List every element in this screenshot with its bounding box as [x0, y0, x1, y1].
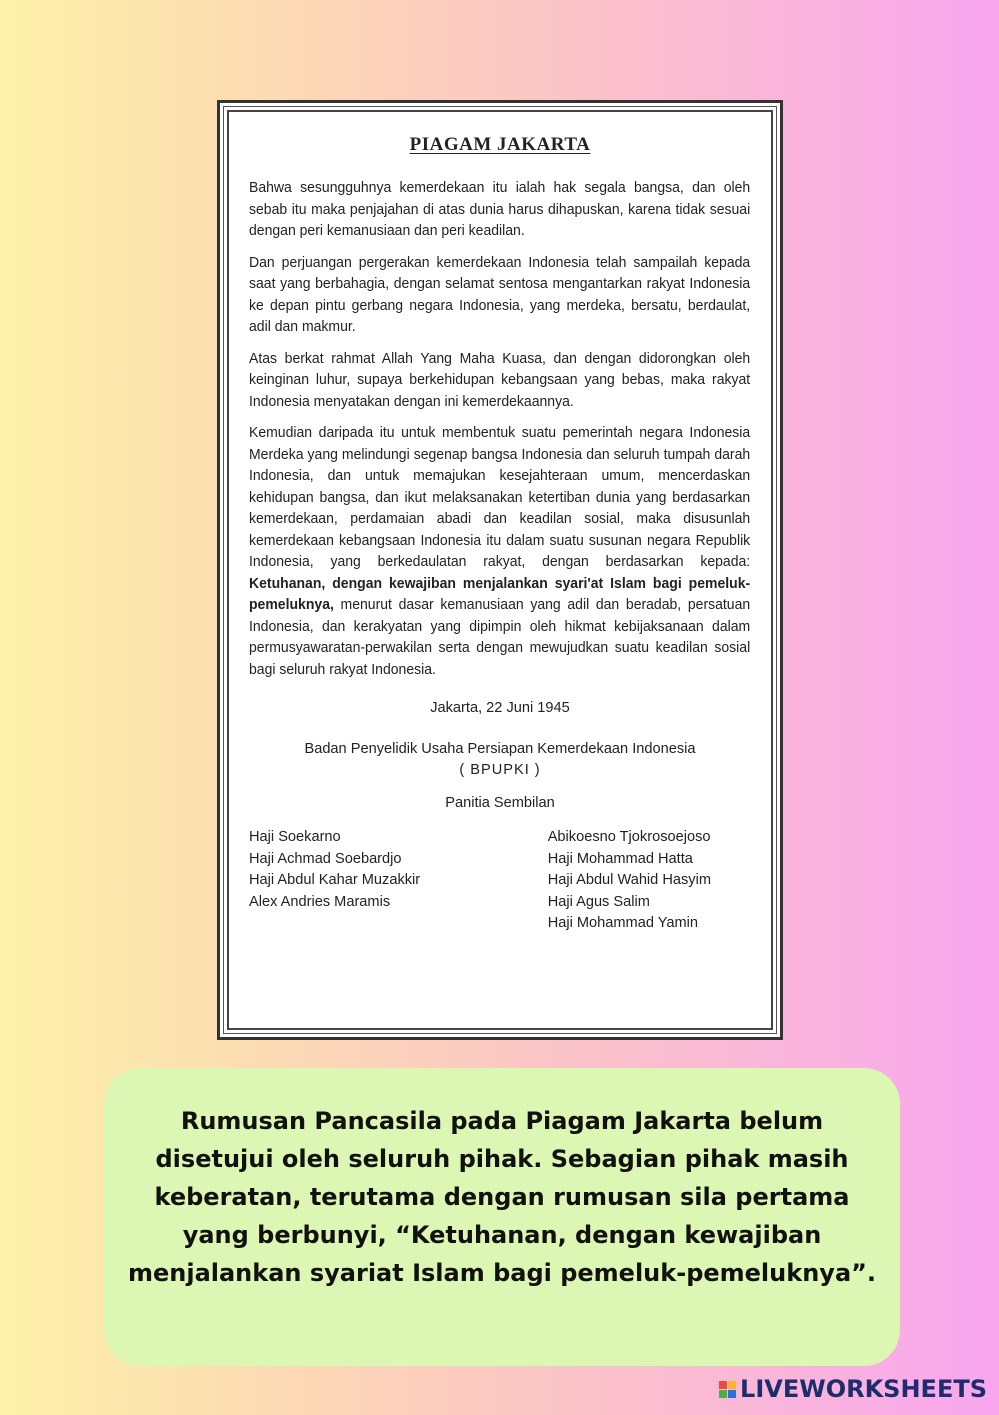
paragraph-4-start: Kemudian daripada itu untuk membentuk suatu pemerintah negara Indonesia Merdeka yang melindungi segenap bangsa Indonesia dan seluruh tumpah darah Indonesia, dan untuk memajukan kesejahteraan umum, mencerdaskan kehidupan bangsa, dan ikut melaksanakan ketertiban dunia yang berdasarkan kemerdekaan, perdamaian abadi dan keadilan sosial, maka disusunlah kemerdekaan kebangsaan Indonesia itu dalam suatu susunan negara Republik Indonesia, yang berkedaulatan rakyat, dengan berdasarkan kepada:	[249, 425, 751, 570]
organization-abbr: ( BPUPKI )	[459, 762, 541, 778]
paragraph-3: Atas berkat rahmat Allah Yang Maha Kuasa, dan dengan didorongkan oleh keinginan luhur, supaya berkehidupan kebangsaan yang bebas, maka rakyat Indonesia menyatakan dengan ini kemerdekaannya.	[249, 350, 751, 410]
piagam-jakarta-document	[217, 100, 783, 1040]
signers-left	[249, 827, 420, 935]
brand-name: LIVEWORKSHEETS	[740, 1375, 987, 1403]
place-date: Jakarta, 22 Juni 1945	[430, 700, 570, 716]
signers-right	[548, 827, 711, 935]
document-title: PIAGAM JAKARTA	[409, 134, 591, 155]
paragraph-4-bold: Ketuhanan, dengan kewajiban menjalankan syari'at Islam bagi pemeluk-pemeluknya,	[249, 575, 751, 613]
signer: Haji Mohammad Yamin	[547, 915, 699, 931]
callout-text: Rumusan Pancasila pada Piagam Jakarta belum disetujui oleh seluruh pihak. Sebagian pihak masih keberatan, terutama dengan rumusan sila pertama yang berbunyi, “Ketuhanan, dengan kewajiban menjalankan syariat Islam bagi pemeluk-pemeluknya”.	[127, 1107, 877, 1287]
liveworksheets-brand[interactable]	[719, 1375, 987, 1403]
signer: Haji Achmad Soebardjo	[249, 850, 402, 867]
paragraph-4-end: menurut dasar kemanusiaan yang adil dan beradab, persatuan Indonesia, dan kerakyatan yang dipimpin oleh hikmat kebijaksanaan dalam permusyawaratan-perwakilan serta dengan mewujudkan suatu keadilan sosial bagi seluruh rakyat Indonesia.	[249, 597, 751, 678]
callout-box	[104, 1068, 900, 1366]
signer: Haji Agus Salim	[547, 893, 650, 910]
signer: Haji Abdul Wahid Hasyim	[547, 872, 711, 888]
organization-name: Badan Penyelidik Usaha Persiapan Kemerdekaan Indonesia	[304, 741, 696, 757]
liveworksheets-logo-icon	[719, 1381, 736, 1398]
committee-name: Panitia Sembilan	[445, 795, 555, 811]
paragraph-2: Dan perjuangan pergerakan kemerdekaan Indonesia telah sampailah kepada saat yang berbahagia, dengan selamat sentosa mengantarkan rakyat Indonesia ke depan pintu gerbang negara Indonesia, yang merdeka, bersatu, berdaulat, adil dan makmur.	[249, 254, 751, 335]
paragraph-4	[249, 423, 750, 681]
signer: Haji Abdul Kahar Muzakkir	[249, 872, 421, 888]
paragraph-1: Bahwa sesungguhnya kemerdekaan itu ialah hak segala bangsa, dan oleh sebab itu maka penjajahan di atas dunia harus dihapuskan, karena tidak sesuai dengan peri kemanusiaan dan peri keadilan.	[249, 180, 751, 239]
signers	[249, 827, 751, 935]
signer: Haji Soekarno	[249, 829, 341, 845]
signer: Abikoesno Tjokrosoejoso	[547, 829, 711, 845]
signer: Alex Andries Maramis	[249, 893, 391, 910]
signer: Haji Mohammad Hatta	[547, 850, 693, 867]
